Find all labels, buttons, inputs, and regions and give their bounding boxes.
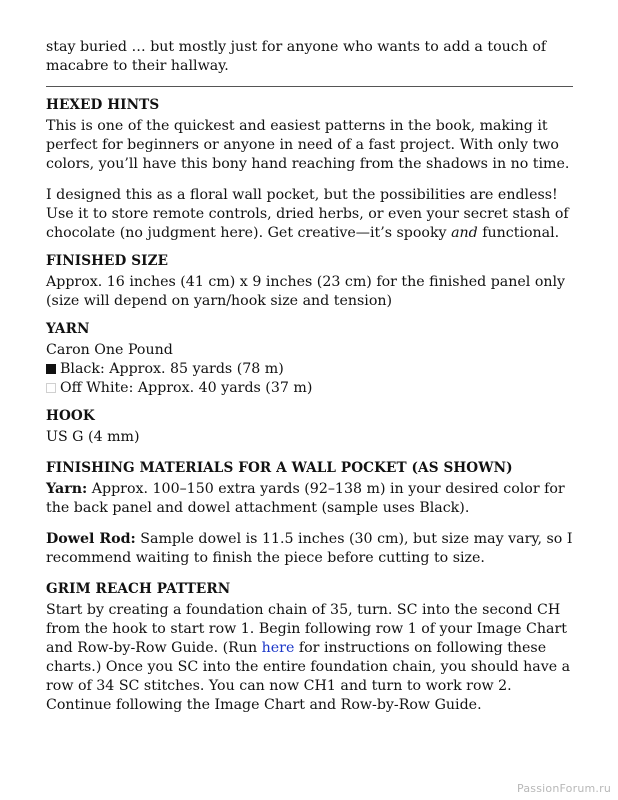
yarn-color-offwhite — [46, 379, 573, 398]
finishing-heading: FINISHING MATERIALS FOR A WALL POCKET (AS SHOWN) — [46, 460, 513, 476]
finishing-section — [46, 459, 573, 568]
finishing-yarn — [46, 480, 573, 518]
hook-text: US G (4 mm) — [46, 429, 140, 445]
pattern-text-start: Start by creating a foundation chain of 35, turn. SC into the second CH from the hook to start row 1. Begin following row 1 of your Image Chart and Row-by-Row Guide. (Run — [46, 602, 567, 656]
finished-size-section — [46, 252, 573, 311]
finishing-yarn-label: Yarn: — [46, 481, 88, 497]
intro-text: stay buried … but mostly just for anyone who wants to add a touch of macabre to their hallway. — [46, 39, 547, 74]
chart-instructions-link[interactable]: here — [261, 640, 295, 656]
pattern-text — [46, 601, 573, 715]
hexed-hints-paragraph-2 — [46, 186, 573, 243]
paragraph-2-text: I designed this as a floral wall pocket, but the possibilities are endless! Use it to store remote controls, dried herbs, or even your secret stash of chocolate (no judgment here). Get creative—it’s spooky — [46, 187, 569, 241]
yarn-section — [46, 320, 573, 398]
hexed-hints-heading: HEXED HINTS — [46, 97, 160, 113]
yarn-color-offwhite-label: Off White: Approx. 40 yards (37 m) — [60, 380, 313, 396]
hook-section — [46, 407, 573, 447]
pattern-text-end: for instructions on following these charts.) Once you SC into the entire foundation chain, you should have a row of 34 SC stitches. You can now CH1 and turn to work row 2. Continue following the Image Chart and Row-by-Row Guide. — [46, 640, 571, 713]
hexed-hints-paragraph-1: This is one of the quickest and easiest patterns in the book, making it perfect for beginners or anyone in need of a fast project. With only two colors, you’ll have this bony hand reaching from the shadows in no time. — [46, 118, 570, 172]
yarn-brand: Caron One Pound — [46, 342, 173, 358]
paragraph-2-end: functional. — [477, 225, 560, 241]
hook-heading: HOOK — [46, 408, 95, 424]
finishing-dowel-label: Dowel Rod: — [46, 531, 136, 547]
finished-size-heading: FINISHED SIZE — [46, 253, 169, 269]
black-swatch-icon — [46, 364, 56, 374]
watermark: PassionForum.ru — [517, 782, 611, 795]
finishing-yarn-text: Approx. 100–150 extra yards (92–138 m) in your desired color for the back panel and dowel attachment (sample uses Black). — [46, 481, 565, 516]
section-divider — [46, 86, 573, 87]
offwhite-swatch-icon — [46, 383, 56, 393]
pattern-section — [46, 580, 573, 715]
pattern-heading: GRIM REACH PATTERN — [46, 581, 231, 597]
document-page — [46, 38, 573, 715]
finishing-dowel-text: Sample dowel is 11.5 inches (30 cm), but size may vary, so I recommend waiting to finish the piece before cutting to size. — [46, 531, 573, 566]
yarn-color-black — [46, 360, 573, 379]
yarn-color-black-label: Black: Approx. 85 yards (78 m) — [60, 361, 284, 377]
yarn-heading: YARN — [46, 321, 90, 337]
finished-size-text: Approx. 16 inches (41 cm) x 9 inches (23 cm) for the finished panel only (size will depend on yarn/hook size and tension) — [46, 274, 566, 309]
emphasis-and: and — [451, 225, 478, 241]
hexed-hints-section — [46, 96, 573, 243]
finishing-dowel — [46, 530, 573, 568]
